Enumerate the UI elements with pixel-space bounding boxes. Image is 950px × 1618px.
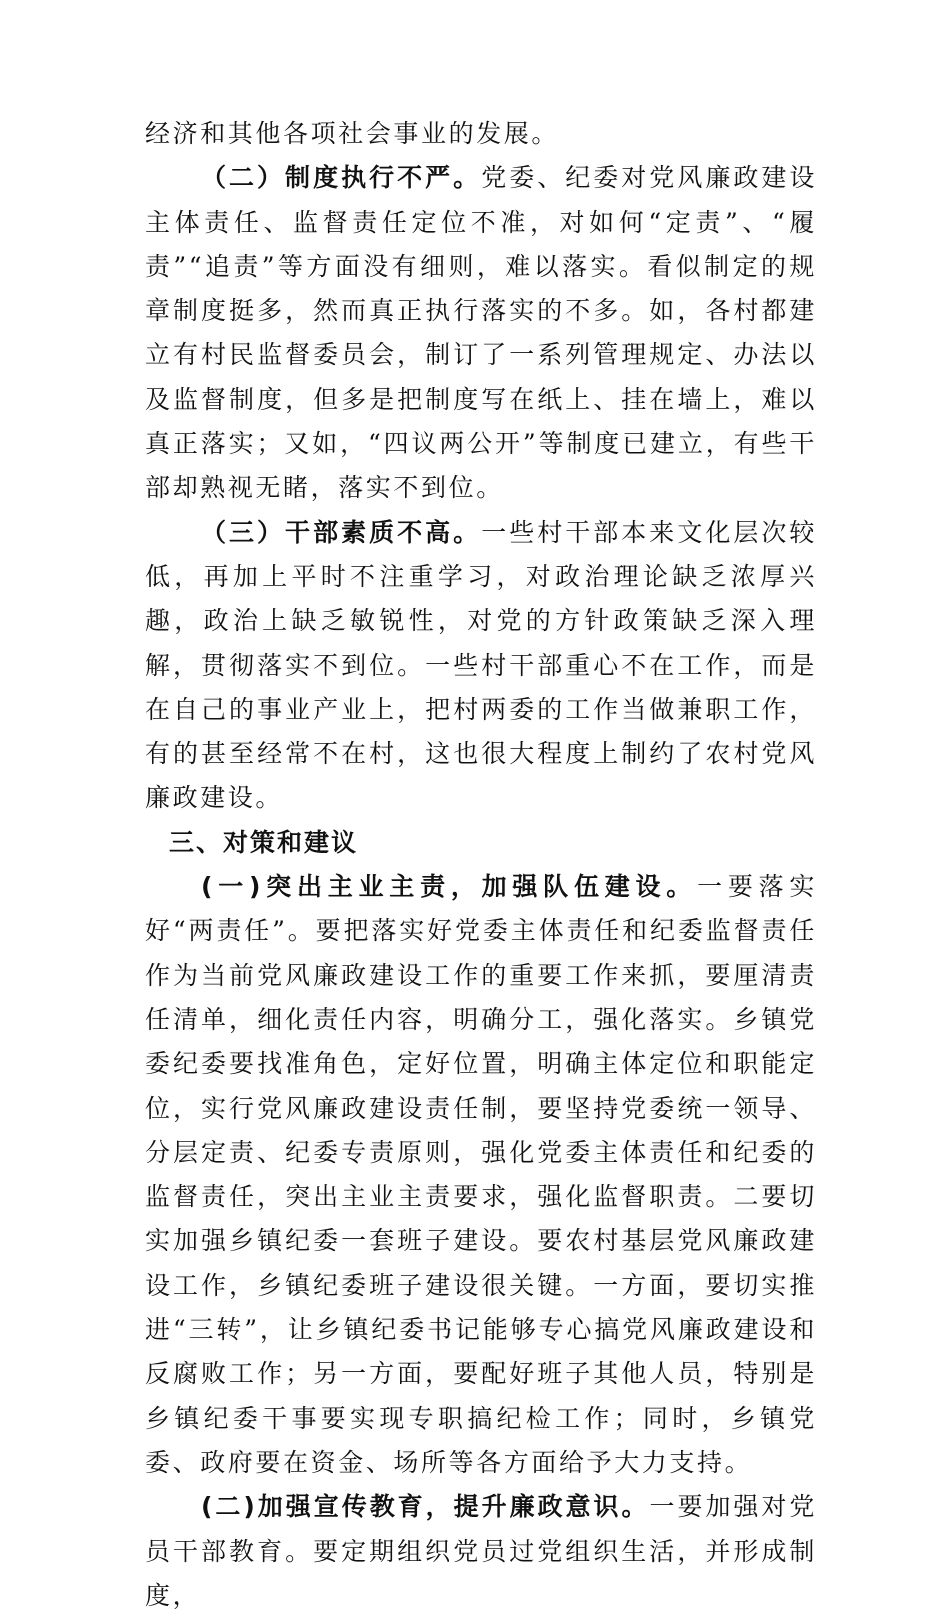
paragraph-main-responsibility: [145, 865, 817, 1485]
paragraph-text: 一要落实好“两责任”。要把落实好党委主体责任和纪委监督责任作为当前党风廉政建设工作的重要工作来抓，要厘清责任清单，细化责任内容，明确分工，强化落实。乡镇党委纪委要找准角色，定好位置，明确主体定位和职能定位，实行党风廉政建设责任制，要坚持党委统一领导、分层定责、纪委专责原则，强化党委主体责任和纪委的监督责任，突出主业主责要求，强化监督职责。二要切实加强乡镇纪委一套班子建设。要农村基层党风廉政建设工作，乡镇纪委班子建设很关键。一方面，要切实推进“三转”，让乡镇纪委书记能够专心搞党风廉政建设和反腐败工作；另一方面，要配好班子其他人员，特别是乡镇纪委干事要实现专职搞纪检工作；同时，乡镇党委、政府要在资金、场所等各方面给予大力支持。: [145, 872, 817, 1477]
paragraph-text: 一要加强对党员干部教育。要定期组织党员过党组织生活，并形成制度，: [145, 1492, 817, 1610]
paragraph-text: 党委、纪委对党风廉政建设主体责任、监督责任定位不准，对如何“定责”、“履责”“追责”等方面没有细则，难以落实。看似制定的规章制度挺多，然而真正执行落实的不多。如，各村都建立有村民监督委员会，制订了一系列管理规定、办法以及监督制度，但多是把制度写在纸上、挂在墙上，难以真正落实；又如，“四议两公开”等制度已建立，有些干部却熟视无睹，落实不到位。: [145, 163, 817, 503]
paragraph-lead: (一)突出主业主责，加强队伍建设。: [201, 872, 698, 902]
section-heading: 三、对策和建议: [169, 827, 359, 857]
paragraph-text: 经济和其他各项社会事业的发展。: [145, 119, 560, 148]
paragraph-continuation: [145, 112, 817, 156]
paragraph-text: 一些村干部本来文化层次较低，再加上平时不注重学习，对政治理论缺乏浓厚兴趣，政治上缺乏敏锐性，对党的方针政策缺乏深入理解，贯彻落实不到位。一些村干部重心不在工作，而是在自己的事业产业上，把村两委的工作当做兼职工作，有的甚至经常不在村，这也很大程度上制约了农村党风廉政建设。: [145, 517, 817, 813]
paragraph-lead: （三）干部素质不高。: [201, 517, 482, 547]
paragraph-lead: (二)加强宣传教育，提升廉政意识。: [201, 1492, 650, 1522]
paragraph-lead: （二）制度执行不严。: [201, 163, 482, 193]
paragraph-publicity-education: [145, 1485, 817, 1618]
paragraph-system-enforcement: [145, 156, 817, 510]
document-body: [145, 112, 817, 1618]
paragraph-cadre-quality: [145, 511, 817, 821]
